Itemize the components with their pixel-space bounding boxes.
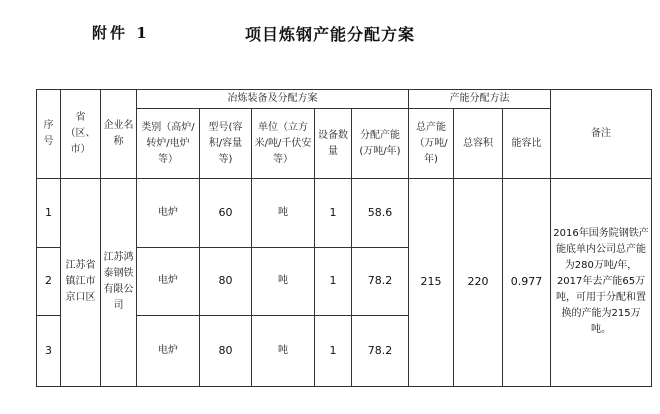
row-seq: 1 [37, 178, 61, 247]
header-equipment-count: 设备数量 [315, 109, 352, 178]
row-seq: 2 [37, 248, 61, 315]
header-remark: 备注 [551, 90, 652, 179]
row-category: 电炉 [137, 315, 200, 386]
header-total-capacity: 总产能（万吨/年) [409, 109, 454, 178]
header-model: 型号(容积/容量等) [200, 109, 252, 178]
row-category: 电炉 [137, 178, 200, 247]
document-title: 项目炼钢产能分配方案 [245, 25, 416, 44]
header-province: 省（区、市） [61, 90, 101, 179]
header-capacity-group: 产能分配方法 [409, 90, 551, 109]
header-ratio: 能容比 [503, 109, 551, 178]
header-allocated-capacity: 分配产能(万吨/年) [352, 109, 409, 178]
row-unit: 吨 [252, 315, 315, 386]
remark-cell: 2016年国务院钢铁产能底单内公司总产能为280万吨/年，2017年去产能65万吨，可用于分配和置换的产能为215万吨。 [551, 178, 652, 386]
row-model: 80 [200, 248, 252, 315]
row-capacity: 78.2 [352, 248, 409, 315]
header-total-volume: 总容积 [454, 109, 503, 178]
company-cell: 江苏鸿泰钢铁有限公司 [101, 178, 137, 386]
row-category: 电炉 [137, 248, 200, 315]
row-capacity: 78.2 [352, 315, 409, 386]
header-category: 类别（高炉/转炉/电炉等） [137, 109, 200, 178]
table-row [37, 178, 652, 247]
row-capacity: 58.6 [352, 178, 409, 247]
row-model: 80 [200, 315, 252, 386]
row-model: 60 [200, 178, 252, 247]
header-company: 企业名称 [101, 90, 137, 179]
row-unit: 吨 [252, 248, 315, 315]
capacity-allocation-table [36, 89, 652, 387]
row-count: 1 [315, 178, 352, 247]
header-smelting-group: 冶炼装备及分配方案 [137, 90, 409, 109]
header-seq: 序号 [37, 90, 61, 179]
row-seq: 3 [37, 315, 61, 386]
row-count: 1 [315, 315, 352, 386]
total-capacity-cell: 215 [409, 178, 454, 386]
row-count: 1 [315, 248, 352, 315]
total-volume-cell: 220 [454, 178, 503, 386]
attachment-label: 附件 1 [92, 24, 150, 42]
row-unit: 吨 [252, 178, 315, 247]
header-unit: 单位（立方米/吨/千伏安等） [252, 109, 315, 178]
province-cell: 江苏省镇江市京口区 [61, 178, 101, 386]
ratio-cell: 0.977 [503, 178, 551, 386]
